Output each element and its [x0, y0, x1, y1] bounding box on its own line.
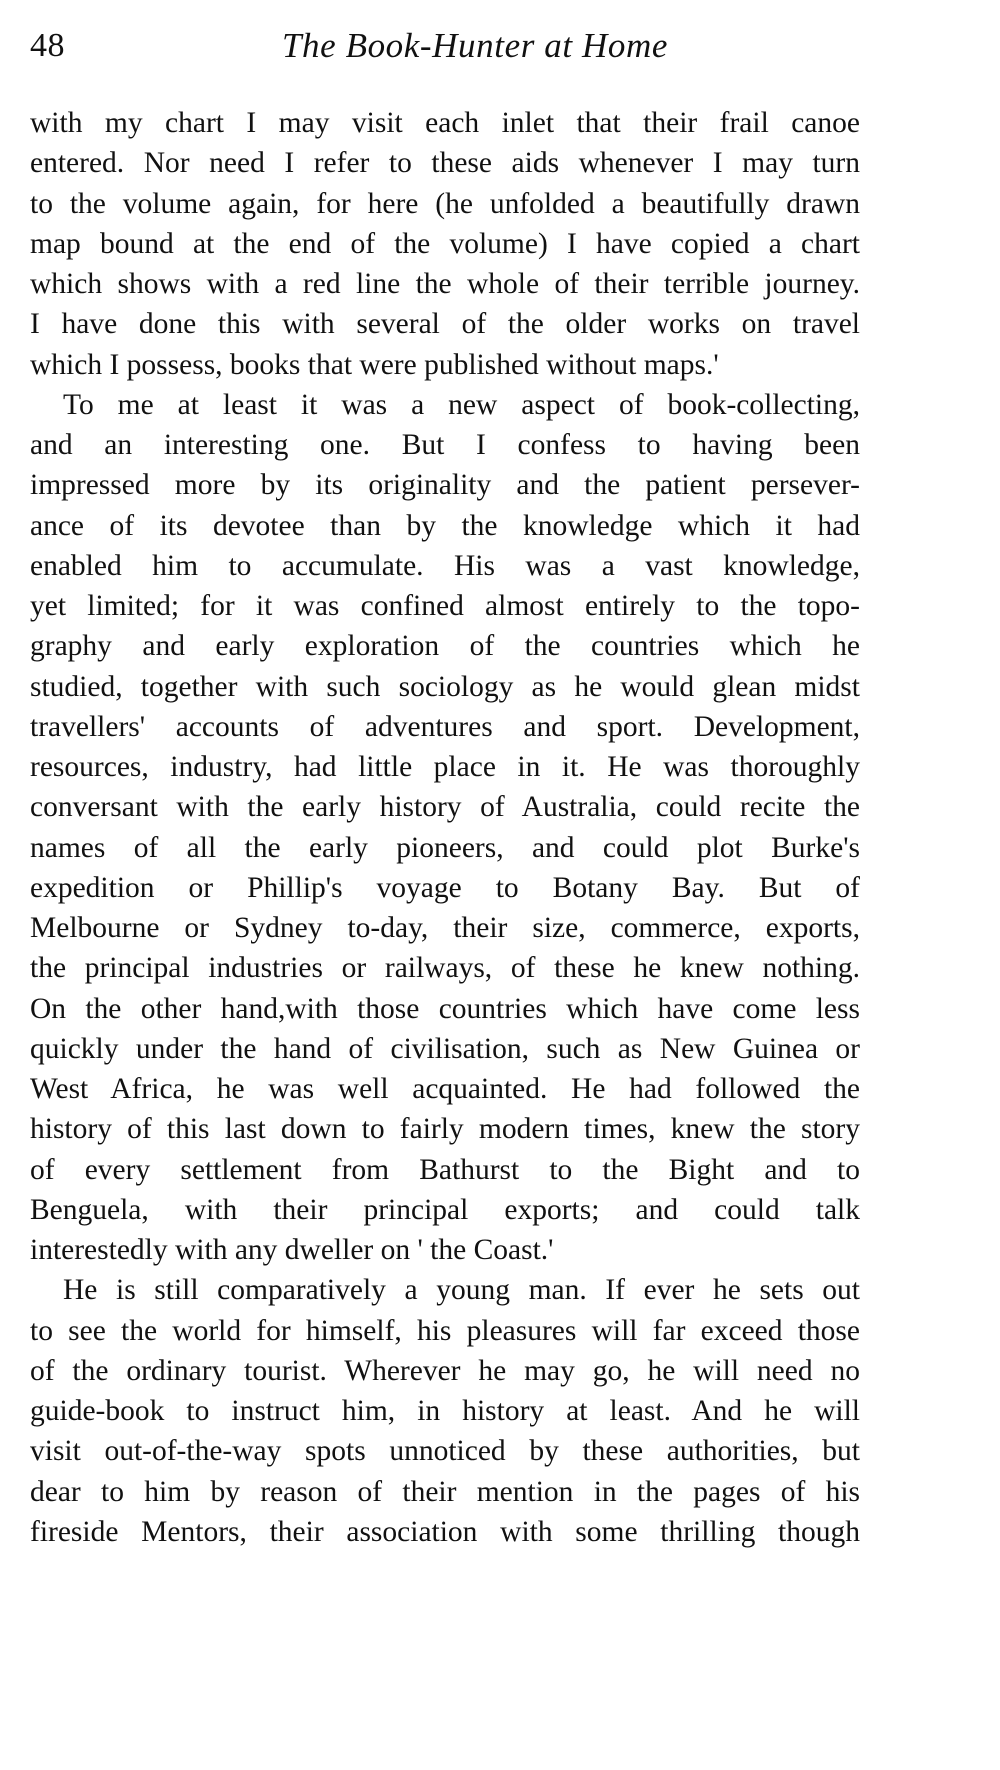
text-line: graphy and early exploration of the countries which he	[30, 630, 860, 663]
paragraph	[30, 385, 860, 1271]
paragraph	[30, 1270, 860, 1552]
text-line: I have done this with several of the older works on travel	[30, 308, 860, 341]
text-line: quickly under the hand of civilisation, such as New Guinea or	[30, 1032, 860, 1065]
text-line: to the volume again, for here (he unfolded a beautifully drawn	[30, 187, 860, 220]
text-line: On the other hand,with those countries which have come less	[30, 992, 860, 1025]
text-line: To me at least it was a new aspect of book-collecting,	[63, 388, 860, 421]
text-line: He is still comparatively a young man. If ever he sets out	[63, 1274, 860, 1307]
text-line: impressed more by its originality and the patient persever-	[30, 469, 860, 502]
running-header	[30, 22, 1000, 70]
text-line: expedition or Phillip's voyage to Botany Bay. But of	[30, 871, 860, 904]
text-line: enabled him to accumulate. His was a vast knowledge,	[30, 549, 860, 582]
text-line: West Africa, he was well acquainted. He had followed the	[30, 1073, 860, 1105]
text-line: studied, together with such sociology as he would glean midst	[30, 670, 860, 703]
text-line: Benguela, with their principal exports; and could talk	[30, 1193, 860, 1226]
text-line: and an interesting one. But I confess to having been	[30, 429, 860, 461]
text-line: guide-book to instruct him, in history at least. And he will	[30, 1395, 860, 1427]
text-line: entered. Nor need I refer to these aids whenever I may turn	[30, 147, 860, 180]
body-text	[30, 103, 860, 1552]
page-number: 48	[30, 27, 65, 64]
running-title: The Book-Hunter at Home	[281, 26, 669, 65]
paragraph	[30, 103, 860, 385]
text-line: visit out-of-the-way spots unnoticed by these authorities, but	[30, 1435, 860, 1468]
text-line: to see the world for himself, his pleasures will far exceed those	[30, 1314, 860, 1347]
text-line: which shows with a red line the whole of their terrible journey.	[30, 268, 860, 300]
text-line: yet limited; for it was confined almost entirely to the topo-	[30, 590, 860, 622]
text-line: with my chart I may visit each inlet that their frail canoe	[30, 107, 860, 139]
text-line: Melbourne or Sydney to-day, their size, commerce, exports,	[30, 912, 860, 944]
text-line: of the ordinary tourist. Wherever he may go, he will need no	[30, 1354, 860, 1387]
text-line: which I possess, books that were published without maps.'	[30, 348, 719, 381]
text-line: fireside Mentors, their association with some thrilling though	[30, 1515, 860, 1548]
text-line: history of this last down to fairly modern times, knew the story	[30, 1113, 860, 1146]
text-line: the principal industries or railways, of these he knew nothing.	[30, 952, 860, 985]
text-line: travellers' accounts of adventures and sport. Development,	[30, 710, 860, 743]
text-line: of every settlement from Bathurst to the Bight and to	[30, 1153, 860, 1186]
text-line: map bound at the end of the volume) I have copied a chart	[30, 227, 860, 260]
text-line: resources, industry, had little place in it. He was thoroughly	[30, 751, 860, 783]
text-line: interestedly with any dweller on ' the Coast.'	[30, 1234, 554, 1266]
text-line: ance of its devotee than by the knowledge which it had	[30, 509, 860, 542]
text-line: dear to him by reason of their mention in the pages of his	[30, 1475, 860, 1508]
text-line: conversant with the early history of Australia, could recite the	[30, 791, 860, 824]
text-line: names of all the early pioneers, and could plot Burke's	[30, 831, 860, 864]
